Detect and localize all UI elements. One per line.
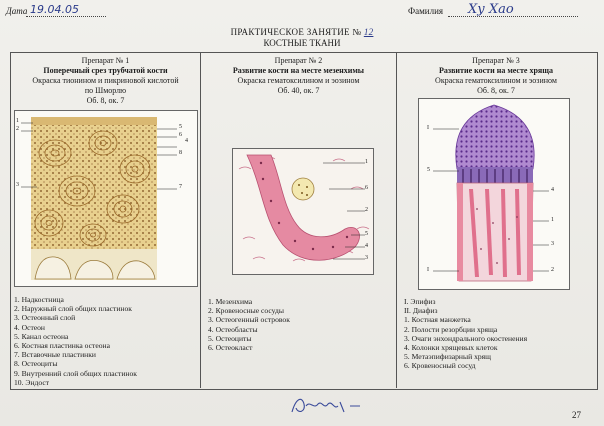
list-item: 2. Полости резорбции хряща [404, 324, 498, 334]
list-item: 3. Остеогенный островок [208, 315, 290, 325]
column-divider-1 [200, 52, 201, 388]
specimen-1-label-right-2: 6 [179, 132, 182, 138]
list-item: 6. Костная пластинка остеона [14, 341, 110, 351]
specimen-1-legend [14, 295, 137, 387]
list-item: 4. Колонки хрящевых клеток [404, 343, 498, 353]
list-item: 5. Остеоциты [208, 333, 252, 343]
specimen-2-label-right-1: 1 [365, 159, 368, 165]
specimen-3-drawing [418, 98, 570, 290]
surname-label: Фамилия [408, 6, 444, 16]
specimen-3-number: Препарат № 3 [472, 56, 520, 65]
specimen-3-label-5: 5 [427, 167, 430, 173]
list-item: 2. Кровеносные сосуды [208, 306, 284, 316]
date-underline [26, 16, 106, 17]
specimen-3-label-diaphysis: I [427, 267, 429, 273]
specimen-1-label-left-3: 3 [16, 182, 19, 188]
list-item: 4. Остеон [14, 322, 45, 332]
specimen-1-label-left-1: 1 [16, 118, 19, 124]
signature-text: Васий [288, 392, 291, 393]
specimen-2-stain: Окраска гематоксилином и эозином [237, 76, 360, 85]
specimen-1-number: Препарат № 1 [81, 56, 130, 65]
list-item: 6. Кровеносный сосуд [404, 361, 476, 371]
specimen-1-magnification: Об. 8, ок. 7 [86, 96, 125, 105]
specimen-2-label-right-2: 6 [365, 185, 368, 191]
lesson-number: 12 [363, 27, 374, 37]
specimen-1-stain-2: по Шморлю [84, 86, 127, 95]
lesson-subtitle: КОСТНЫЕ ТКАНИ [263, 38, 341, 48]
page-number: 27 [572, 410, 581, 420]
date-value: 19.04.05 [30, 3, 79, 16]
specimen-2-label-right-3: 2 [365, 207, 368, 213]
lesson-title-prefix: ПРАКТИЧЕСКОЕ ЗАНЯТИЕ № [230, 27, 362, 37]
specimen-1-label-right-1: 5 [179, 124, 182, 130]
specimen-1-name: Поперечный срез трубчатой кости [43, 66, 168, 75]
specimen-3-label-2: 2 [551, 267, 554, 273]
list-item: 7. Вставочные пластинки [14, 350, 96, 360]
list-item: 2. Наружный слой общих пластинок [14, 304, 132, 314]
specimen-2-header [201, 56, 396, 96]
list-item: 5. Канал остеона [14, 331, 69, 341]
mesenchyme-ossification-illustration [233, 149, 373, 274]
list-item: 6. Остеокласт [208, 343, 253, 353]
specimen-3-label-1: 1 [551, 217, 554, 223]
list-item: 1. Надкостница [14, 295, 64, 304]
specimen-1-label-right-5: 7 [179, 184, 182, 190]
specimen-1-label-right-3: 4 [185, 138, 188, 144]
specimen-3-name: Развитие кости на месте хряща [439, 66, 553, 75]
list-item: 3. Очаги энхондрального окостенения [404, 333, 528, 343]
bone-cross-section-illustration [15, 111, 197, 286]
specimen-3-stain: Окраска гематоксилином и эозином [435, 76, 557, 85]
lesson-title [0, 27, 604, 37]
specimen-2-drawing [232, 148, 374, 275]
list-item: 3. Остеонный слой [14, 313, 76, 323]
list-item: II. Диафиз [404, 306, 438, 316]
list-item: 8. Остеоциты [14, 359, 58, 369]
list-item: 4. Остеобласты [208, 324, 258, 334]
specimen-1-label-right-4: 8 [179, 150, 182, 156]
cartilage-ossification-illustration [419, 99, 569, 289]
specimen-3-header [397, 56, 595, 96]
surname-value: Ху Хао [468, 2, 514, 17]
teacher-signature [288, 392, 378, 420]
specimen-3-legend [404, 297, 527, 371]
specimen-2-number: Препарат № 2 [274, 56, 323, 65]
list-item: 9. Внутренний слой общих пластинок [14, 368, 137, 378]
list-item: I. Эпифиз [404, 297, 436, 306]
list-item: 5. Метаэпифизарный хрящ [404, 352, 491, 362]
list-item: 10. Эндост [14, 377, 50, 387]
list-item: 1. Мезенхима [208, 297, 253, 306]
specimen-3-label-epiphysis: I [427, 125, 429, 131]
date-label: Дата [6, 6, 28, 16]
specimen-1-drawing [14, 110, 198, 287]
specimen-2-label-right-4: 5 [365, 231, 368, 237]
list-item: 1. Костная манжетка [404, 315, 471, 325]
column-divider-2 [396, 52, 397, 388]
specimen-2-label-right-5: 4 [365, 243, 368, 249]
specimen-2-legend [208, 297, 290, 352]
specimen-3-label-4: 4 [551, 187, 554, 193]
specimen-1-label-left-2: 2 [16, 126, 19, 132]
specimen-2-label-right-6: 3 [365, 255, 368, 261]
specimen-1-header [11, 56, 200, 106]
specimen-2-magnification: Об. 40, ок. 7 [277, 86, 320, 95]
specimen-2-name: Развитие кости на месте мезенхимы [232, 66, 365, 75]
specimen-1-stain-1: Окраска тионином и пикриновой кислотой [32, 76, 179, 85]
specimen-3-label-3: 3 [551, 241, 554, 247]
specimen-3-magnification: Об. 8, ок. 7 [477, 86, 515, 95]
